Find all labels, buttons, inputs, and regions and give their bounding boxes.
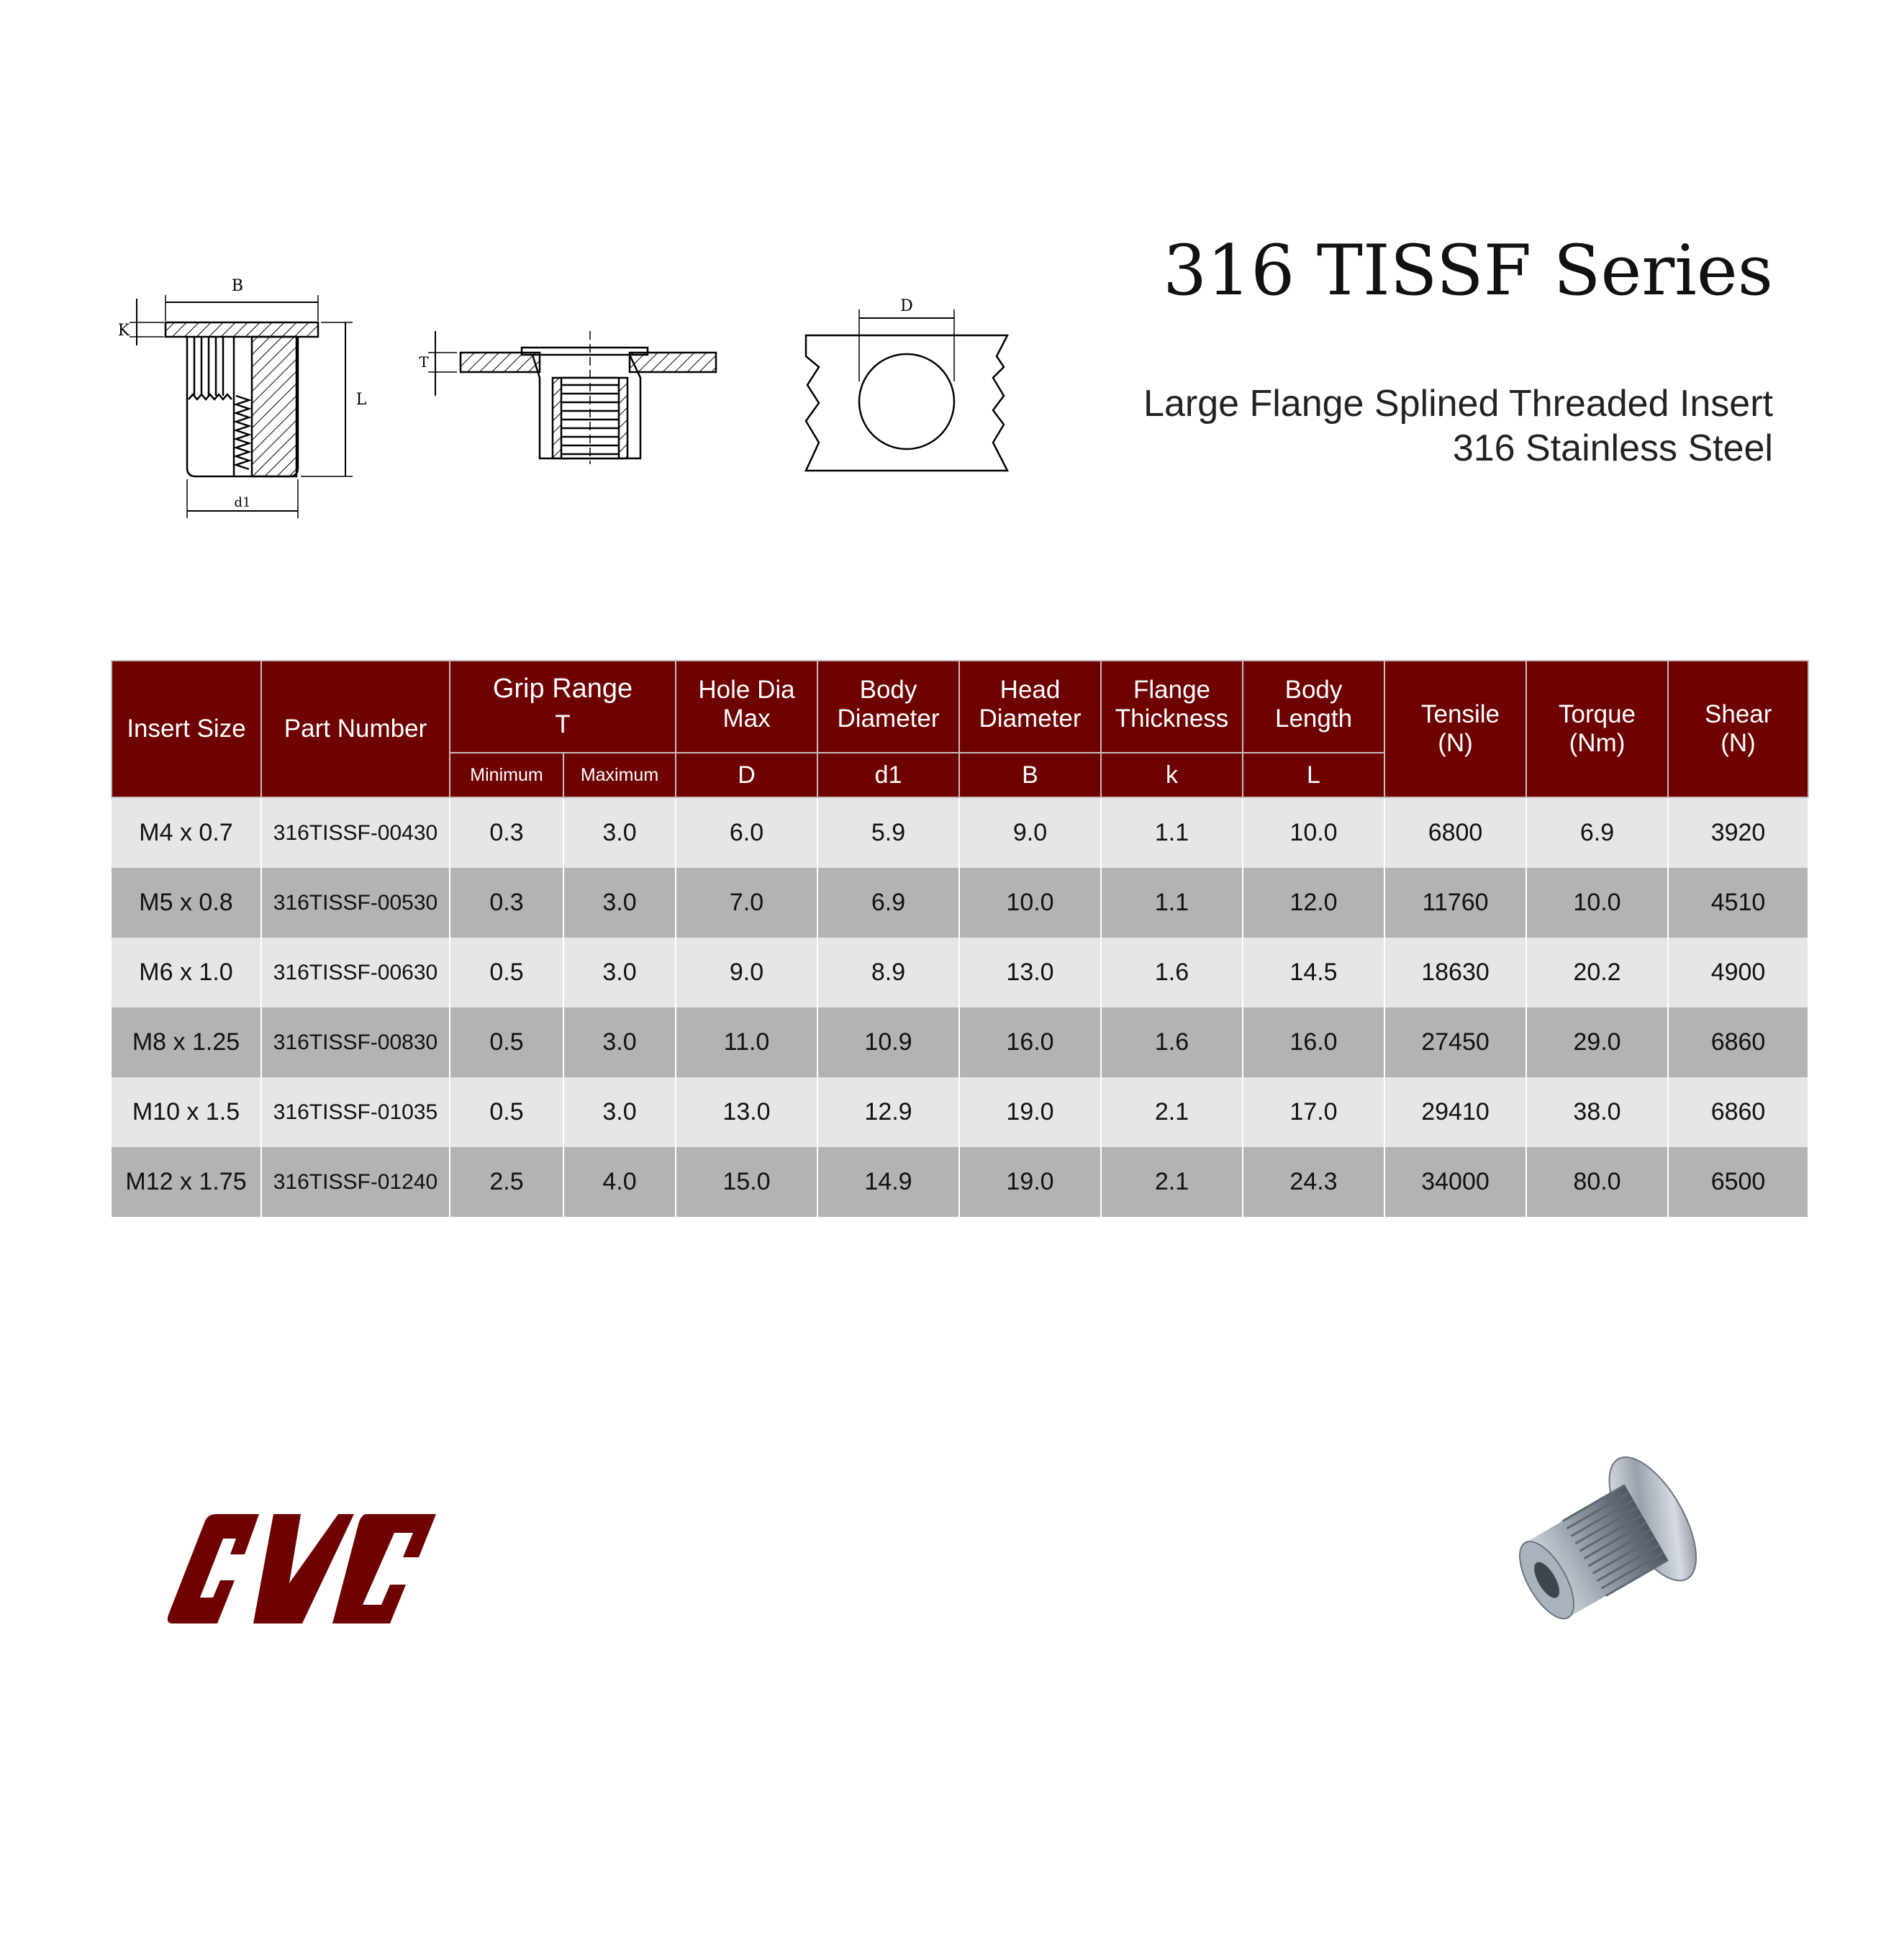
- cell-max: 3.0: [563, 797, 676, 868]
- cell-d1: 12.9: [817, 1077, 959, 1147]
- cell-b: 19.0: [959, 1077, 1101, 1147]
- cell-size: M6 x 1.0: [112, 938, 261, 1007]
- cell-l: 16.0: [1243, 1007, 1384, 1077]
- header-shear: Shear (N): [1668, 661, 1808, 797]
- cell-shear: 3920: [1668, 797, 1808, 868]
- cell-part: 316TISSF-00530: [261, 868, 450, 938]
- cell-tensile: 29410: [1384, 1077, 1526, 1147]
- cell-l: 10.0: [1243, 797, 1384, 868]
- cell-shear: 6500: [1668, 1147, 1808, 1217]
- dim-label-d: D: [900, 297, 913, 315]
- cell-d1: 5.9: [817, 797, 959, 868]
- dim-label-d1: d1: [234, 495, 251, 510]
- header-part-number: Part Number: [261, 661, 450, 797]
- table-row: [112, 1077, 1808, 1147]
- cell-shear: 4510: [1668, 868, 1808, 938]
- cell-d1: 6.9: [817, 868, 959, 938]
- dim-label-t: T: [419, 353, 429, 371]
- cell-d1: 10.9: [817, 1007, 959, 1077]
- cell-l: 12.0: [1243, 868, 1384, 938]
- cvc-logo: [166, 1511, 439, 1626]
- cell-k: 1.1: [1101, 868, 1243, 938]
- cell-max: 3.0: [563, 1007, 676, 1077]
- cell-b: 16.0: [959, 1007, 1101, 1077]
- cell-k: 1.1: [1101, 797, 1243, 868]
- cell-b: 10.0: [959, 868, 1101, 938]
- header-flange-symbol: k: [1101, 753, 1243, 797]
- cell-size: M12 x 1.75: [112, 1147, 261, 1217]
- cell-tensile: 6800: [1384, 797, 1526, 868]
- header-flange-thickness: Flange Thickness: [1101, 661, 1243, 753]
- subtitle-line-1: Large Flange Splined Threaded Insert: [1143, 383, 1773, 425]
- cell-max: 4.0: [563, 1147, 676, 1217]
- table-row: [112, 868, 1808, 938]
- cell-d1: 14.9: [817, 1147, 959, 1217]
- cell-d: 9.0: [676, 938, 817, 1007]
- dim-label-l: L: [355, 391, 367, 409]
- cell-size: M8 x 1.25: [112, 1007, 261, 1077]
- header-grip-range-label: Grip Range: [492, 674, 633, 704]
- cell-tensile: 11760: [1384, 868, 1526, 938]
- cell-torque: 10.0: [1526, 868, 1668, 938]
- cell-shear: 6860: [1668, 1077, 1808, 1147]
- table-row: [112, 1147, 1808, 1217]
- cell-torque: 20.2: [1526, 938, 1668, 1007]
- cell-tensile: 27450: [1384, 1007, 1526, 1077]
- cell-part: 316TISSF-01035: [261, 1077, 450, 1147]
- cell-torque: 6.9: [1526, 797, 1668, 868]
- header-body-length-symbol: L: [1243, 753, 1384, 797]
- cell-min: 0.5: [450, 1077, 563, 1147]
- cell-size: M4 x 0.7: [112, 797, 261, 868]
- cell-k: 1.6: [1101, 938, 1243, 1007]
- header-grip-range: [450, 661, 676, 753]
- header-head-dia: Head Diameter: [959, 661, 1101, 753]
- header-body-dia: Body Diameter: [817, 661, 959, 753]
- cell-torque: 80.0: [1526, 1147, 1668, 1217]
- cell-max: 3.0: [563, 938, 676, 1007]
- dim-label-k: K: [117, 322, 130, 340]
- header-torque: Torque (Nm): [1526, 661, 1668, 797]
- cell-part: 316TISSF-00430: [261, 797, 450, 868]
- cell-part: 316TISSF-00830: [261, 1007, 450, 1077]
- table-body: [112, 797, 1808, 1217]
- table-row: [112, 938, 1808, 1007]
- cell-d: 13.0: [676, 1077, 817, 1147]
- table-row: [112, 1007, 1808, 1077]
- cell-min: 0.3: [450, 868, 563, 938]
- cell-k: 2.1: [1101, 1077, 1243, 1147]
- cell-max: 3.0: [563, 1077, 676, 1147]
- header-hole-symbol: D: [676, 753, 817, 797]
- cell-k: 2.1: [1101, 1147, 1243, 1217]
- cell-min: 0.5: [450, 938, 563, 1007]
- cell-size: M5 x 0.8: [112, 868, 261, 938]
- cell-torque: 29.0: [1526, 1007, 1668, 1077]
- header-body-length: Body Length: [1243, 661, 1384, 753]
- subtitle-line-2: 316 Stainless Steel: [1452, 427, 1773, 469]
- installed-insert-drawing: [414, 327, 730, 471]
- table-row: [112, 797, 1808, 868]
- cell-min: 2.5: [450, 1147, 563, 1217]
- header-hole-dia: Hole Dia Max: [676, 661, 817, 753]
- header-head-dia-symbol: B: [959, 753, 1101, 797]
- header-grip-maximum: Maximum: [563, 753, 676, 797]
- cell-min: 0.3: [450, 797, 563, 868]
- cell-d1: 8.9: [817, 938, 959, 1007]
- dim-label-b: B: [231, 277, 244, 295]
- cell-b: 19.0: [959, 1147, 1101, 1217]
- specification-table: [111, 660, 1809, 1217]
- cell-size: M10 x 1.5: [112, 1077, 261, 1147]
- cell-l: 24.3: [1243, 1147, 1384, 1217]
- cell-k: 1.6: [1101, 1007, 1243, 1077]
- header-grip-minimum: Minimum: [450, 753, 563, 797]
- cell-min: 0.5: [450, 1007, 563, 1077]
- page-subtitle: [1143, 381, 1773, 471]
- cell-b: 9.0: [959, 797, 1101, 868]
- header-grip-range-symbol: T: [555, 710, 571, 738]
- cell-d: 7.0: [676, 868, 817, 938]
- cell-max: 3.0: [563, 868, 676, 938]
- cell-part: 316TISSF-01240: [261, 1147, 450, 1217]
- cell-l: 17.0: [1243, 1077, 1384, 1147]
- cell-d: 6.0: [676, 797, 817, 868]
- header-insert-size: Insert Size: [112, 661, 261, 797]
- cell-torque: 38.0: [1526, 1077, 1668, 1147]
- cell-part: 316TISSF-00630: [261, 938, 450, 1007]
- cell-d: 11.0: [676, 1007, 817, 1077]
- page-title: 316 TISSF Series: [1163, 230, 1773, 311]
- header-tensile: Tensile (N): [1384, 661, 1526, 797]
- cell-shear: 6860: [1668, 1007, 1808, 1077]
- cell-d: 15.0: [676, 1147, 817, 1217]
- cell-shear: 4900: [1668, 938, 1808, 1007]
- insert-dimension-drawing: [108, 266, 367, 525]
- cell-l: 14.5: [1243, 938, 1384, 1007]
- header-body-dia-symbol: d1: [817, 753, 959, 797]
- cell-b: 13.0: [959, 938, 1101, 1007]
- hole-drawing: [792, 288, 1029, 482]
- product-photo: [1482, 1432, 1727, 1670]
- cell-tensile: 34000: [1384, 1147, 1526, 1217]
- cell-tensile: 18630: [1384, 938, 1526, 1007]
